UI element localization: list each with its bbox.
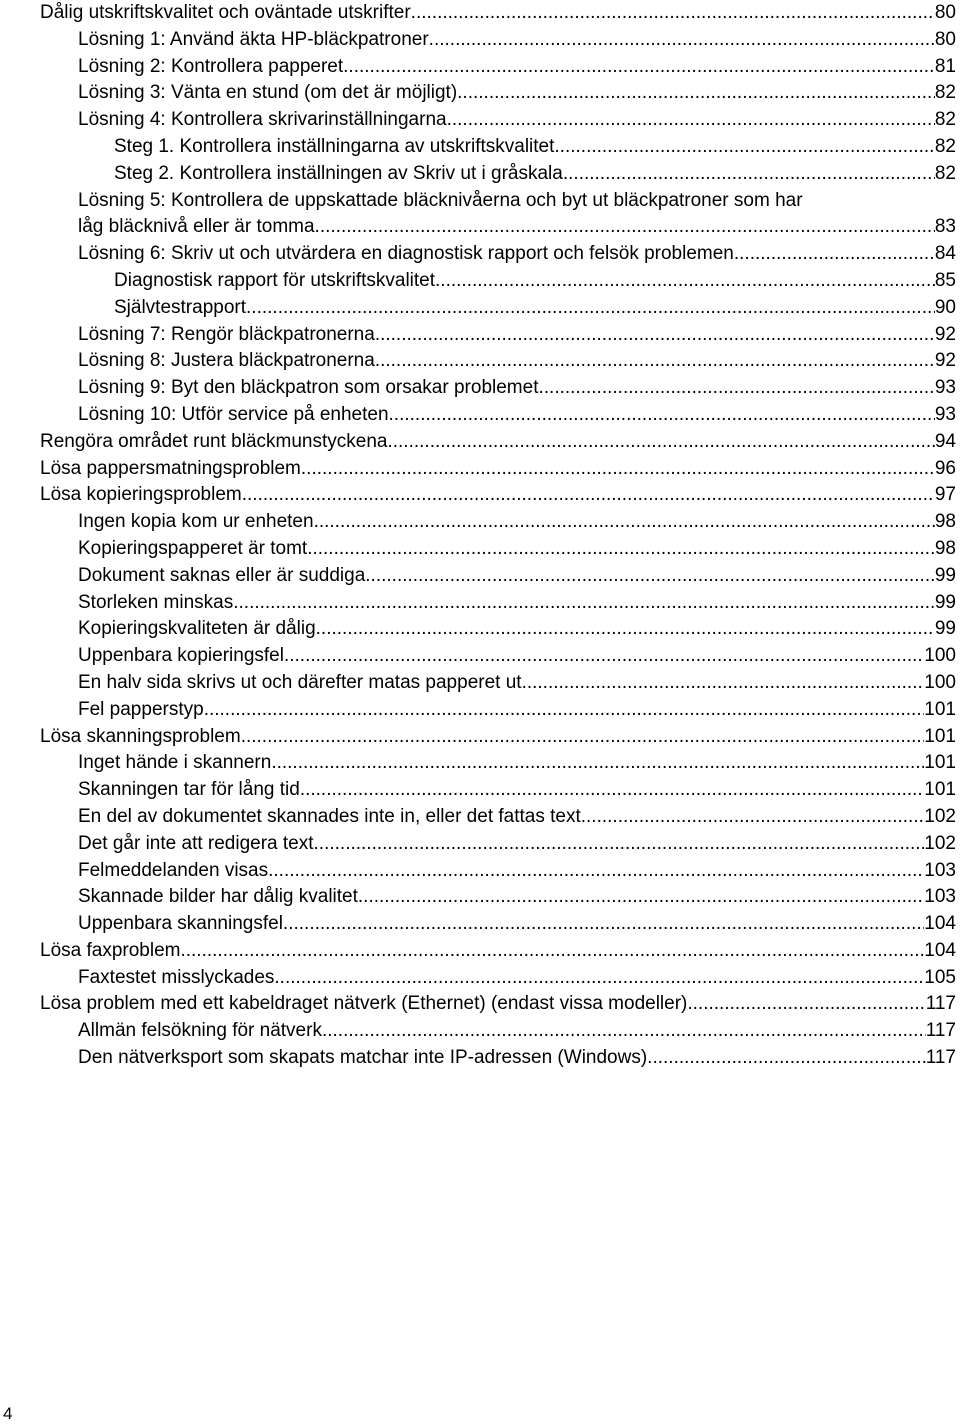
toc-entry[interactable] [40,268,956,295]
dot-leader [538,375,934,402]
toc-entry-page: 98 [934,537,956,559]
toc-entry-page: 94 [934,430,956,452]
dot-leader [246,295,935,322]
toc-entry[interactable] [40,643,956,670]
toc-entry-title: Skanningen tar för lång tid [78,779,300,801]
toc-entry-page: 117 [925,1020,956,1042]
toc-entry[interactable] [40,1018,956,1045]
dot-leader [581,804,925,831]
dot-leader [365,563,935,590]
toc-entry-page: 93 [934,403,956,425]
dot-leader [375,348,935,375]
dot-leader [389,402,935,429]
dot-leader [233,590,935,617]
dot-leader [271,750,924,777]
dot-leader [563,161,935,188]
toc-entry-title: Självtestrapport [114,296,247,318]
dot-leader [314,509,935,536]
toc-entry-title: Steg 2. Kontrollera inställningen av Skriv ut i gråskala [114,162,563,184]
toc-entry-title: Inget hände i skannern [78,752,272,774]
toc-entry-page: 100 [924,645,956,667]
toc-entry-page: 82 [934,135,956,157]
toc-entry-title: Lösa faxproblem [40,939,181,961]
dot-leader [375,322,935,349]
toc-entry-page: 101 [924,698,956,720]
toc-entry-title: Lösning 7: Rengör bläckpatronerna [78,323,375,345]
toc-entry[interactable] [40,482,956,509]
toc-entry[interactable] [40,724,956,751]
toc-entry-page: 80 [934,28,956,50]
toc-entry-title: Lösa pappersmatningsproblem [40,457,301,479]
toc-entry[interactable] [40,241,956,268]
dot-leader [435,268,935,295]
toc-entry-title: Lösning 4: Kontrollera skrivarinställningarna [78,109,447,131]
toc-entry-title: Lösning 2: Kontrollera papperet [78,55,344,77]
toc-entry[interactable] [40,429,956,456]
dot-leader [241,724,925,751]
toc-entry-title: Lösning 1: Använd äkta HP-bläckpatroner [78,28,429,50]
toc-entry[interactable] [40,107,956,134]
toc-entry-title: Lösa problem med ett kabeldraget nätverk (Ethernet) (endast vissa modeller) [40,993,688,1015]
dot-leader [315,214,935,241]
dot-leader [411,0,935,27]
dot-leader [316,616,935,643]
toc-entry-title: Steg 1. Kontrollera inställningarna av utskriftskvalitet [114,135,555,157]
toc-entry[interactable] [40,322,956,349]
toc-entry[interactable] [40,1045,956,1072]
toc-entry[interactable] [40,54,956,81]
toc-entry[interactable] [40,375,956,402]
toc-entry-page: 102 [924,805,956,827]
dot-leader [647,1045,926,1072]
dot-leader [447,107,935,134]
toc-entry-title: Lösning 8: Justera bläckpatronerna [78,350,375,372]
toc-entry-title: Fel papperstyp [78,698,204,720]
toc-entry-page: 117 [925,993,956,1015]
dot-leader [358,884,924,911]
dot-leader [268,858,924,885]
toc-entry-title: Diagnostisk rapport för utskriftskvalitet [114,269,436,291]
toc-entry[interactable] [40,991,956,1018]
dot-leader [387,429,934,456]
toc-entry-title: Den nätverksport som skapats matchar inte IP-adressen (Windows) [78,1047,648,1069]
toc-entry[interactable] [40,456,956,483]
toc-entry[interactable] [40,750,956,777]
toc-entry-page: 90 [934,296,956,318]
toc-entry[interactable] [40,134,956,161]
toc-entry-title: Skannade bilder har dålig kvalitet [78,886,358,908]
toc-entry-page: 103 [924,886,956,908]
toc-entry-title: Kopieringskvaliteten är dålig [78,618,316,640]
toc-entry-page: 104 [924,939,956,961]
toc-entry-page: 101 [924,725,956,747]
toc-entry[interactable] [40,402,956,429]
dot-leader [180,938,924,965]
toc-entry-title: Lösning 6: Skriv ut och utvärdera en diagnostisk rapport och felsök problemen [78,243,734,265]
toc-entry-page: 101 [924,779,956,801]
toc-entry-title: En del av dokumentet skannades inte in, eller det fattas text [78,805,581,827]
toc-entry[interactable] [40,911,956,938]
page-number: 4 [3,1404,13,1423]
toc-entry-page: 98 [934,511,956,533]
toc-entry-title: Dokument saknas eller är suddiga [78,564,366,586]
dot-leader [554,134,934,161]
toc-entry[interactable] [40,777,956,804]
toc-entry-page: 92 [934,323,956,345]
toc-entry[interactable] [40,697,956,724]
toc-entry[interactable] [40,804,956,831]
toc-entry[interactable] [40,161,956,188]
toc-entry[interactable] [40,616,956,643]
toc-entry-wrapped-first-line[interactable] [40,188,956,215]
toc-entry-page: 80 [934,2,956,23]
dot-leader [204,697,925,724]
toc-entry-title: Uppenbara kopieringsfel [78,645,284,667]
toc-entry-page: 117 [925,1047,956,1069]
toc-entry[interactable] [40,965,956,992]
toc-entry-title: Kopieringspapperet är tomt [78,537,308,559]
dot-leader [300,777,924,804]
toc-entry[interactable] [40,0,956,27]
toc-entry-page: 84 [934,243,956,265]
toc-entry-title: Lösning 5: Kontrollera de uppskattade bläcknivåerna och byt ut bläckpatroner som har [78,189,803,211]
toc-entry[interactable] [40,348,956,375]
toc-entry-page: 100 [924,671,956,693]
dot-leader [522,670,925,697]
dot-leader [429,27,935,54]
toc-entry-page: 99 [934,564,956,586]
table-of-contents [40,0,956,1072]
toc-entry-title: Lösning 10: Utför service på enheten [78,403,389,425]
toc-entry-title: Felmeddelanden visas [78,859,269,881]
toc-entry-page: 105 [924,966,956,988]
toc-entry-title: Faxtestet misslyckades [78,966,275,988]
toc-entry-page: 82 [934,162,956,184]
toc-entry[interactable] [40,563,956,590]
toc-entry-page: 82 [934,109,956,131]
toc-entry-page: 103 [924,859,956,881]
toc-entry-page: 104 [924,913,956,935]
toc-entry-page: 93 [934,377,956,399]
dot-leader [734,241,935,268]
toc-entry-title: Ingen kopia kom ur enheten [78,511,314,533]
toc-entry-page: 82 [934,82,956,104]
toc-entry-page: 102 [924,832,956,854]
toc-entry[interactable] [40,27,956,54]
toc-entry-title: Det går inte att redigera text [78,832,314,854]
toc-entry-page: 83 [934,216,956,238]
toc-entry-title: Uppenbara skanningsfel [78,913,283,935]
dot-leader [307,536,935,563]
dot-leader [314,831,925,858]
toc-entry-title: Lösa skanningsproblem [40,725,241,747]
toc-entry-page: 99 [934,618,956,640]
dot-leader [322,1018,926,1045]
toc-entry[interactable] [40,938,956,965]
toc-entry-page: 92 [934,350,956,372]
toc-entry-title: Allmän felsökning för nätverk [78,1020,322,1042]
toc-entry[interactable] [40,295,956,322]
toc-entry[interactable] [40,831,956,858]
dot-leader [283,911,924,938]
toc-entry-title: Lösa kopieringsproblem [40,484,242,506]
dot-leader [687,991,925,1018]
toc-entry[interactable] [40,509,956,536]
dot-leader [457,80,935,107]
toc-entry-page: 81 [934,55,956,77]
dot-leader [274,965,924,992]
toc-entry-page: 96 [934,457,956,479]
dot-leader [301,456,935,483]
toc-entry-title-continued: låg bläcknivå eller är tomma [78,216,315,238]
dot-leader [284,643,924,670]
toc-entry-page: 97 [934,484,956,506]
dot-leader [343,54,935,81]
toc-entry-page: 99 [934,591,956,613]
toc-entry[interactable] [40,80,956,107]
toc-entry-page: 85 [934,269,956,291]
toc-entry-wrapped-second-line[interactable] [40,214,956,241]
toc-entry-title: Lösning 3: Vänta en stund (om det är möjligt) [78,82,458,104]
toc-entry-title: Dålig utskriftskvalitet och oväntade utskrifter [40,2,411,23]
toc-entry-page: 101 [924,752,956,774]
toc-entry-title: Storleken minskas [78,591,234,613]
toc-entry-title: En halv sida skrivs ut och därefter matas papperet ut [78,671,522,693]
toc-entry-title: Rengöra området runt bläckmunstyckena [40,430,388,452]
toc-entry-title: Lösning 9: Byt den bläckpatron som orsakar problemet [78,377,539,399]
toc-entry[interactable] [40,858,956,885]
toc-entry[interactable] [40,884,956,911]
toc-entry[interactable] [40,536,956,563]
toc-entry[interactable] [40,590,956,617]
toc-entry[interactable] [40,670,956,697]
dot-leader [242,482,935,509]
